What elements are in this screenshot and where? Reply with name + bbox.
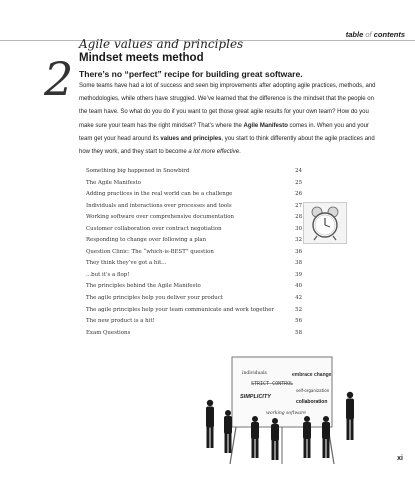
toc-entry-title: Exam Questions: [86, 329, 131, 336]
toc-entry[interactable]: [86, 293, 302, 305]
board-word-embrace-change: embrace change: [292, 372, 332, 378]
toc-entry[interactable]: [86, 305, 302, 317]
chapter-number: 2: [44, 52, 74, 106]
toc-entry-page: 39: [295, 271, 302, 278]
toc-entry[interactable]: [86, 270, 302, 282]
toc-entry-page: 28: [295, 214, 302, 221]
toc-entry-title: Responding to change over following a plan: [86, 237, 207, 244]
person-silhouette: [271, 418, 279, 460]
chapter-intro: [79, 80, 379, 159]
person-silhouette: [206, 400, 214, 448]
toc-entry-title: Question Clinic: The “which-is-BEST” question: [86, 248, 214, 255]
toc-entry-title: The new product is a hit!: [86, 318, 155, 325]
person-silhouette: [346, 392, 354, 440]
toc-entry-title: Individuals and interactions over processes and tools: [86, 202, 232, 209]
toc-entry-page: 30: [295, 225, 302, 232]
toc-entry-title: Something big happened in Snowbird: [86, 168, 190, 174]
toc-entry-page: 26: [295, 191, 302, 198]
toc-entry[interactable]: [86, 166, 302, 178]
toc-entry[interactable]: [86, 212, 302, 224]
toc-entry-page: 56: [295, 318, 302, 325]
board-word-collaboration: collaboration: [296, 399, 328, 405]
toc-entry-page: 42: [295, 295, 302, 302]
toc-entry-title: The agile principles help your team communicate and work together: [86, 306, 274, 313]
toc-entry-page: 40: [295, 283, 302, 290]
toc-entry[interactable]: [86, 224, 302, 236]
toc-entry-page: 32: [295, 237, 302, 244]
toc-entry-page: 38: [295, 260, 302, 267]
running-head-of: of: [365, 30, 372, 39]
team-whiteboard-illustration: [196, 352, 396, 472]
toc-entry[interactable]: [86, 258, 302, 270]
toc-entry-title: They think they’ve got a hit...: [86, 260, 167, 267]
toc-list: [86, 166, 302, 339]
toc-entry-title: The principles behind the Agile Manifesto: [86, 283, 201, 290]
toc-entry[interactable]: [86, 247, 302, 259]
running-head: [342, 30, 405, 39]
running-head-table: table: [345, 30, 364, 39]
toc-entry-title: Working software over comprehensive documentation: [86, 214, 234, 221]
intro-italic-effective: a lot more effective: [188, 149, 240, 156]
board-word-simplicity: SIMPLICITY: [240, 394, 271, 400]
person-silhouette: [251, 416, 259, 458]
toc-entry[interactable]: [86, 328, 302, 340]
toc-entry[interactable]: [86, 201, 302, 213]
page-number: xi: [397, 455, 403, 462]
intro-text-1: Some teams have had a lot of success and seen big improvements after adopting agile practices, methods, and methodologies, while others have struggled. We’ve learned that the difference is the mindset that the people on the team have. So what do you do if you want to get those great agile results for your own team? How do you make sure your team has the right mindset? That’s where the: [79, 83, 376, 129]
intro-text-2: comes in. When you and your team get your head around its: [79, 122, 369, 142]
toc-entry[interactable]: [86, 178, 302, 190]
page-header: [0, 14, 415, 39]
toc-entry[interactable]: [86, 189, 302, 201]
person-silhouette: [322, 416, 330, 458]
toc-entry-title: Customer collaboration over contract negotiation: [86, 225, 222, 232]
board-word-self-organization: self-organization: [296, 388, 330, 393]
person-silhouette: [224, 410, 232, 453]
intro-text-4: .: [239, 149, 241, 156]
toc-entry[interactable]: [86, 316, 302, 328]
chapter-subtitle: Mindset meets method: [79, 52, 204, 64]
toc-entry-page: 58: [295, 329, 302, 336]
board-word-working-software: working software: [266, 411, 306, 416]
intro-bold-values: values and principles: [160, 135, 222, 142]
toc-entry-page: 36: [295, 248, 302, 255]
alarm-clock-icon: [304, 203, 346, 243]
board-word-strict-control: STRICT CONTROL: [251, 381, 294, 387]
toc-entry-title: ...but it’s a flop!: [86, 271, 130, 278]
toc-entry[interactable]: [86, 235, 302, 247]
toc-entry-page: 25: [295, 179, 302, 186]
toc-entry-title: The agile principles help you deliver your product: [86, 295, 223, 302]
chapter-tagline: There’s no “perfect” recipe for building great software.: [79, 69, 303, 79]
chapter-title: Agile values and principles: [79, 37, 244, 51]
intro-text-3: , you start to think differently about the agile practices and how they work, and they start to become: [79, 135, 375, 156]
alarm-clock-image: [303, 202, 347, 244]
toc-entry-page: 24: [295, 168, 302, 174]
person-silhouette: [303, 416, 311, 458]
toc-entry-title: The Agile Manifesto: [86, 179, 141, 186]
toc-entry-page: 27: [295, 202, 302, 209]
running-head-contents: contents: [373, 30, 405, 39]
toc-entry-title: Adding practices in the real world can be a challenge: [86, 191, 233, 198]
intro-bold-manifesto: Agile Manifesto: [243, 122, 288, 129]
toc-entry-page: 52: [295, 306, 302, 313]
toc-entry[interactable]: [86, 281, 302, 293]
board-word-individuals: individuals: [242, 371, 267, 376]
